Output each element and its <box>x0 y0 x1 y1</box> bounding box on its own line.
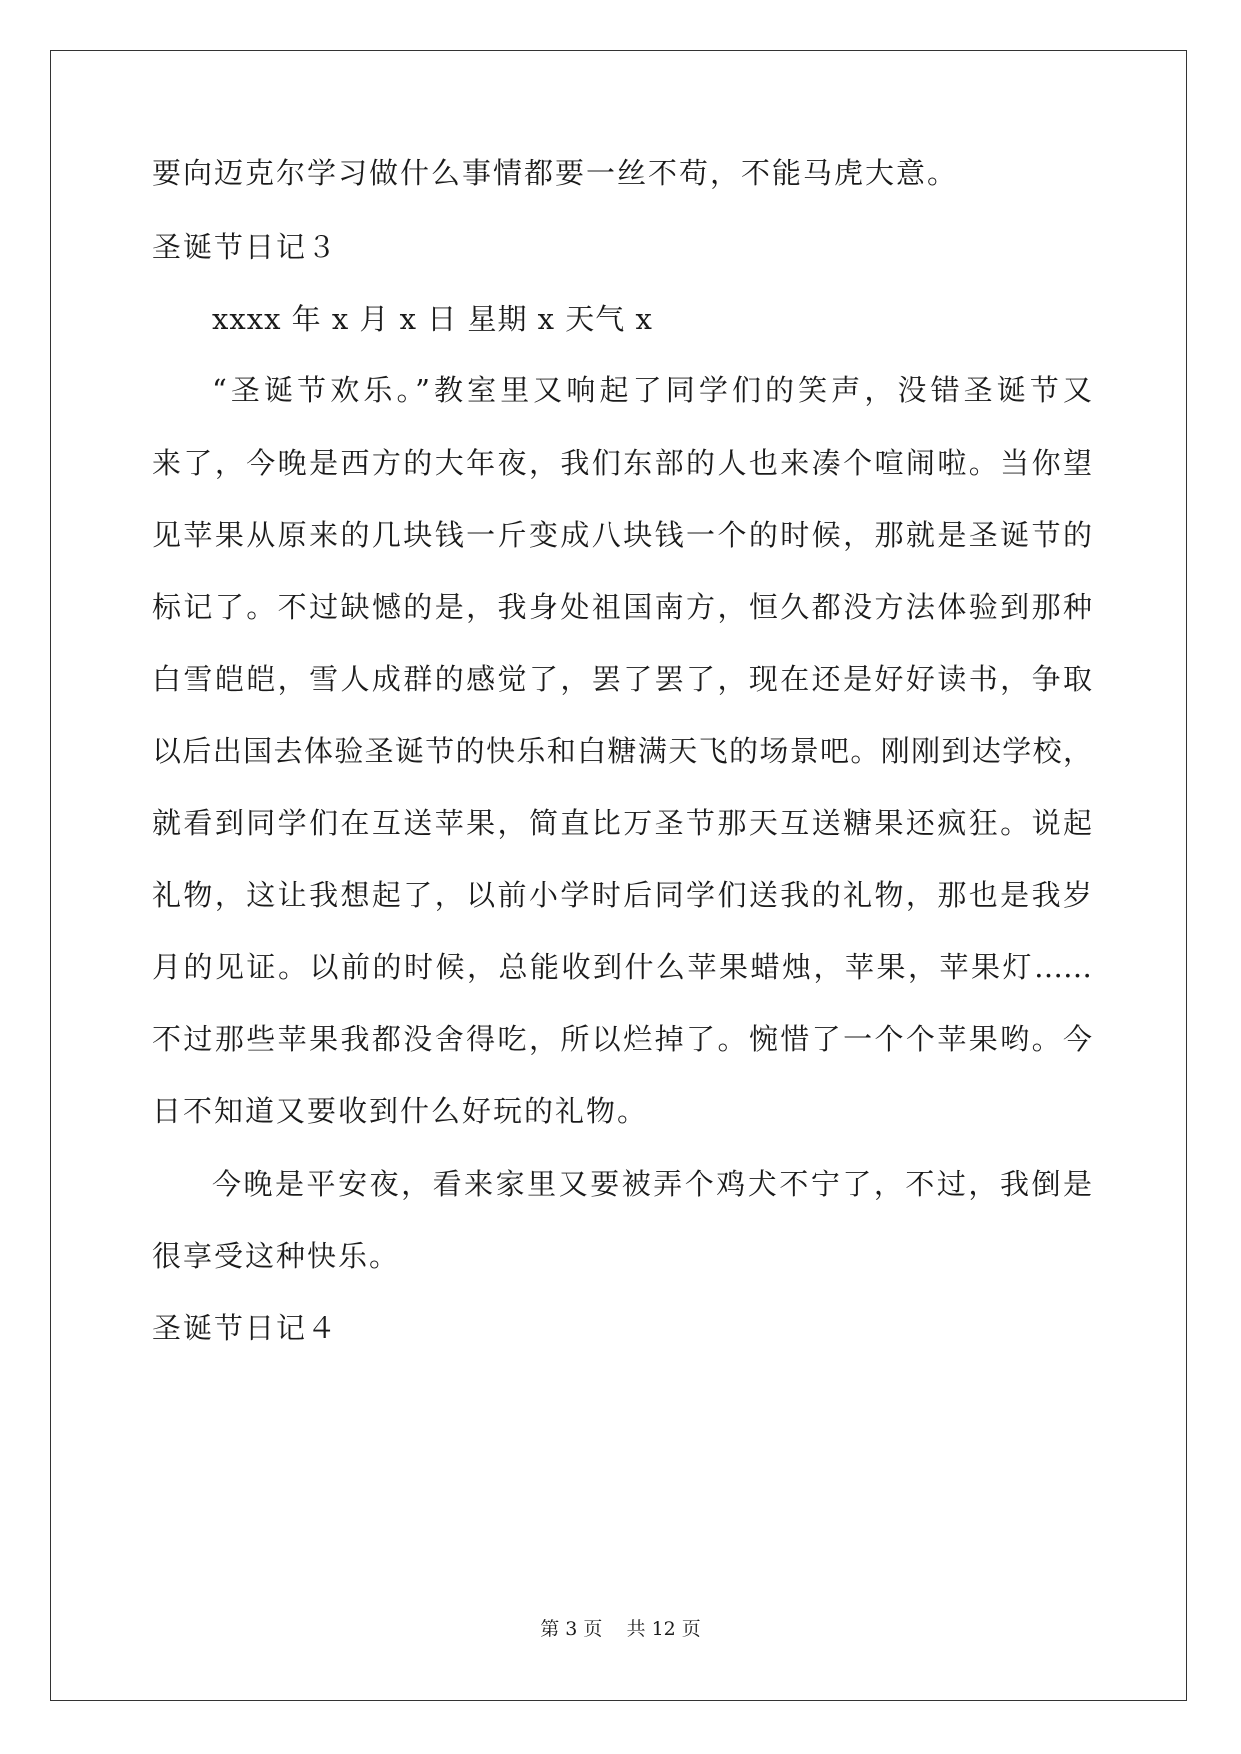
paragraph-line: 今晚是平安夜，看来家里又要被弄个鸡犬不宁了，不过，我倒是 <box>212 1167 1092 1201</box>
paragraph-line: 来了，今晚是西方的大年夜，我们东部的人也来凑个喧闹啦。当你望 <box>152 446 1092 480</box>
paragraph-line: 见苹果从原来的几块钱一斤变成八块钱一个的时候，那就是圣诞节的 <box>152 518 1092 552</box>
body-line: 要向迈克尔学习做什么事情都要一丝不苟，不能马虎大意。 <box>152 156 959 190</box>
paragraph-line: 日不知道又要收到什么好玩的礼物。 <box>152 1094 649 1128</box>
paragraph-line: 很享受这种快乐。 <box>152 1239 401 1273</box>
paragraph-line: 不过那些苹果我都没舍得吃，所以烂掉了。惋惜了一个个苹果哟。今 <box>152 1022 1092 1056</box>
paragraph-line: 就看到同学们在互送苹果，简直比万圣节那天互送糖果还疯狂。说起 <box>152 806 1092 840</box>
section-heading: 圣诞节日记３ <box>152 230 339 264</box>
paragraph-line: 白雪皑皑，雪人成群的感觉了，罢了罢了，现在还是好好读书，争取 <box>152 662 1092 696</box>
paragraph-line: “圣诞节欢乐。”教室里又响起了同学们的笑声，没错圣诞节又 <box>212 373 1092 407</box>
date-line: xxxx 年 x 月 x 日 星期 x 天气 x <box>212 302 653 336</box>
paragraph-line: 标记了。不过缺憾的是，我身处祖国南方，恒久都没方法体验到那种 <box>152 590 1092 624</box>
paragraph-line: 礼物，这让我想起了，以前小学时后同学们送我的礼物，那也是我岁 <box>152 878 1092 912</box>
page-number: 第 3 页 共 12 页 <box>540 1618 701 1640</box>
paragraph-line: 以后出国去体验圣诞节的快乐和白糖满天飞的场景吧。刚刚到达学校， <box>152 734 1092 768</box>
section-heading: 圣诞节日记４ <box>152 1311 339 1345</box>
page-border <box>50 50 1187 1701</box>
paragraph-line: 月的见证。以前的时候，总能收到什么苹果蜡烛，苹果，苹果灯…… <box>152 950 1092 984</box>
